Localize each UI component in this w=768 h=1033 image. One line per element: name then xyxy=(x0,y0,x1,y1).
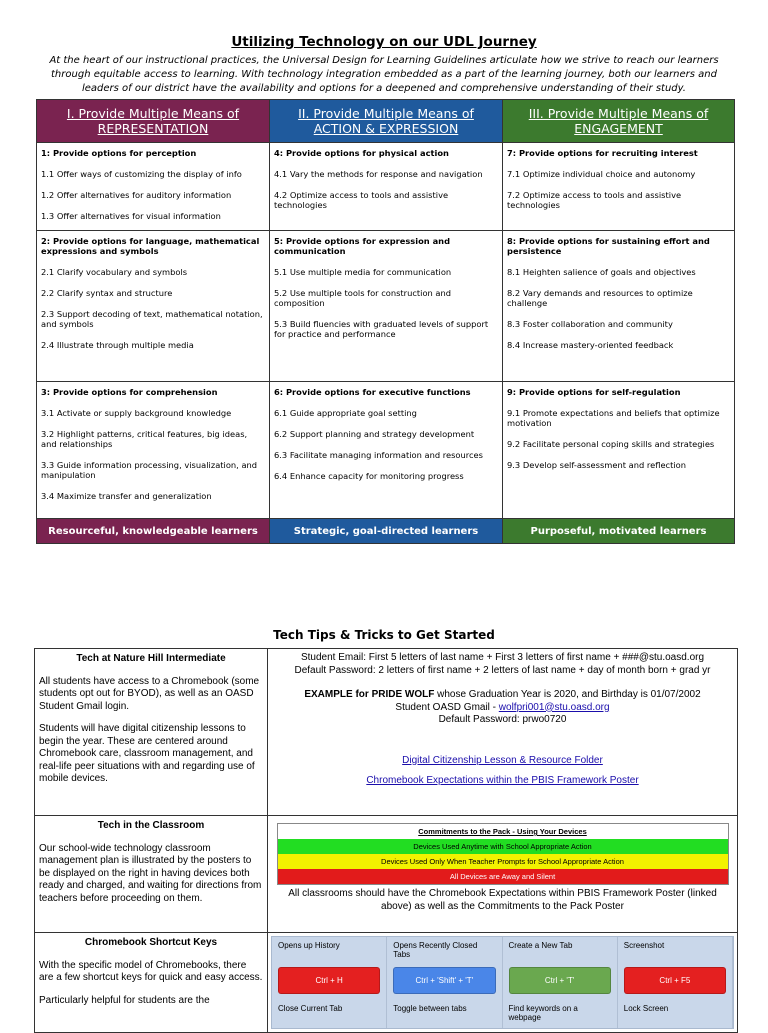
guideline-5-cell xyxy=(270,231,502,354)
page-title: Utilizing Technology on our UDL Journey xyxy=(231,34,537,50)
shortcut-grid xyxy=(271,936,734,1029)
shortcuts-cell xyxy=(35,933,268,1033)
checkpoint: 3.2 Highlight patterns, critical features, big ideas, and relationships xyxy=(41,429,248,449)
checkpoint: 4.1 Vary the methods for response and navigation xyxy=(274,169,483,179)
shortcut-key-new-tab: Ctrl + 'T' xyxy=(509,967,611,994)
shortcut-key-reopen-tabs: Ctrl + 'Shift' + 'T' xyxy=(393,967,495,994)
shortcuts-helpful-text: Particularly helpful for students are the xyxy=(39,994,210,1006)
shortcut-label: Screenshot xyxy=(618,937,733,965)
guideline-9-cell xyxy=(503,382,734,485)
classroom-management-text: Our school-wide technology classroom management plan is illustrated by the posters to be displayed on the right in having devices both ready and charged, and waiting for directions from teachers before proceeding on them. xyxy=(39,842,262,904)
classroom-poster-note: All classrooms should have the Chromebook Expectations within PBIS Framework Poster (linked above) as well as the Commitments to the Pack Poster xyxy=(288,888,717,912)
shortcut-label: Find keywords on a webpage xyxy=(503,1000,618,1028)
guideline-2-cell xyxy=(37,231,269,365)
tech-tips-table xyxy=(34,648,738,1033)
email-format-line: Student Email: First 5 letters of last name + First 3 letters of first name + ###@stu.oasd.org xyxy=(300,652,705,663)
guideline-title: 1: Provide options for perception xyxy=(41,148,197,158)
checkpoint: 1.3 Offer alternatives for visual information xyxy=(41,211,221,221)
header-engagement: III. Provide Multiple Means of ENGAGEMENT xyxy=(503,100,735,143)
commitments-poster xyxy=(277,823,729,885)
guideline-4-cell xyxy=(270,143,502,225)
checkpoint: 4.2 Optimize access to tools and assistive technologies xyxy=(274,190,449,210)
shortcut-label: Toggle between tabs xyxy=(387,1000,502,1028)
shortcut-grid-cell xyxy=(268,933,738,1033)
guideline-title: 7: Provide options for recruiting interest xyxy=(507,148,698,158)
checkpoint: 3.3 Guide information processing, visualization, and manipulation xyxy=(41,460,258,480)
checkpoint: 1.2 Offer alternatives for auditory information xyxy=(41,190,232,200)
checkpoint: 9.1 Promote expectations and beliefs that optimize motivation xyxy=(507,408,720,428)
header-action-expression: II. Provide Multiple Means of ACTION & EXPRESSION xyxy=(270,100,503,143)
commitment-yellow: Devices Used Only When Teacher Prompts for School Appropriate Action xyxy=(278,854,728,869)
shortcut-key-history: Ctrl + H xyxy=(278,967,380,994)
commitments-title: Commitments to the Pack - Using Your Devices xyxy=(278,824,728,839)
guideline-title: 4: Provide options for physical action xyxy=(274,148,449,158)
example-line: EXAMPLE for PRIDE WOLF whose Graduation Year is 2020, and Birthday is 01/07/2002 xyxy=(304,689,701,700)
digital-citizenship-text: Students will have digital citizenship lessons to begin the year. These are centered around Chromebook care, classroom management, and real-life peer situations with and regarding use of mobile devices. xyxy=(39,723,255,784)
checkpoint: 9.3 Develop self-assessment and reflection xyxy=(507,460,686,470)
shortcut-label: Create a New Tab xyxy=(503,937,618,965)
nature-hill-cell xyxy=(35,649,268,816)
shortcut-label: Opens Recently Closed Tabs xyxy=(387,937,502,965)
chromebook-expectations-poster-link[interactable]: Chromebook Expectations within the PBIS Framework Poster xyxy=(366,775,639,786)
password-format-line: Default Password: 2 letters of first name + 2 letters of last name + day of month born + grad yr xyxy=(294,664,711,676)
guideline-6-cell xyxy=(270,382,502,496)
shortcut-label: Lock Screen xyxy=(618,1000,733,1028)
checkpoint: 6.3 Facilitate managing information and resources xyxy=(274,450,483,460)
classroom-heading: Tech in the Classroom xyxy=(97,820,205,831)
checkpoint: 3.1 Activate or supply background knowledge xyxy=(41,408,232,418)
guideline-7-cell xyxy=(503,143,734,225)
guideline-title: 6: Provide options for executive functions xyxy=(274,387,471,397)
example-gmail-link[interactable]: wolfpri001@stu.oasd.org xyxy=(498,701,610,713)
checkpoint: 7.2 Optimize access to tools and assistive technologies xyxy=(507,190,682,210)
checkpoint: 2.4 Illustrate through multiple media xyxy=(41,340,194,350)
guideline-8-cell xyxy=(503,231,734,365)
footer-strategic: Strategic, goal-directed learners xyxy=(270,519,503,544)
guideline-1-cell xyxy=(37,143,269,225)
checkpoint: 1.1 Offer ways of customizing the display of info xyxy=(41,169,242,179)
shortcut-key-screenshot: Ctrl + F5 xyxy=(624,967,726,994)
guideline-title: 5: Provide options for expression and communication xyxy=(274,236,451,256)
guideline-title: 8: Provide options for sustaining effort and persistence xyxy=(507,236,710,256)
guideline-title: 9: Provide options for self-regulation xyxy=(507,387,681,397)
chromebook-access-text: All students have access to a Chromebook (some students opt out for BYOD), as well as an OASD Student Gmail login. xyxy=(39,675,260,712)
checkpoint: 9.2 Facilitate personal coping skills and strategies xyxy=(507,439,715,449)
classroom-cell xyxy=(35,816,268,933)
footer-resourceful: Resourceful, knowledgeable learners xyxy=(37,519,270,544)
commitment-red: All Devices are Away and Silent xyxy=(278,869,728,884)
checkpoint: 8.1 Heighten salience of goals and objectives xyxy=(507,267,696,277)
header-representation: I. Provide Multiple Means of REPRESENTATION xyxy=(37,100,270,143)
checkpoint: 3.4 Maximize transfer and generalization xyxy=(41,491,212,501)
checkpoint: 2.2 Clarify syntax and structure xyxy=(41,288,173,298)
checkpoint: 2.1 Clarify vocabulary and symbols xyxy=(41,267,188,277)
checkpoint: 7.1 Optimize individual choice and autonomy xyxy=(507,169,696,179)
checkpoint: 5.2 Use multiple tools for construction and composition xyxy=(274,288,452,308)
commitments-cell xyxy=(268,816,738,933)
shortcuts-heading: Chromebook Shortcut Keys xyxy=(84,937,218,948)
example-password-line: Default Password: prwo0720 xyxy=(438,714,567,725)
shortcut-label: Close Current Tab xyxy=(272,1000,387,1028)
checkpoint: 6.2 Support planning and strategy development xyxy=(274,429,475,439)
shortcut-label: Opens up History xyxy=(272,937,387,965)
intro-paragraph: At the heart of our instructional practices, the Universal Design for Learning Guidelines articulate how we strive to reach our learners through equitable access to learning. With technology integration embedded as a part of the learning journey, both our learners and leaders of our district have the availability and options for a deepened and comprehensive understanding of their study. xyxy=(49,55,719,94)
checkpoint: 8.2 Vary demands and resources to optimize challenge xyxy=(507,288,693,308)
checkpoint: 6.4 Enhance capacity for monitoring progress xyxy=(274,471,464,481)
udl-guidelines-table xyxy=(36,99,735,544)
checkpoint: 8.3 Foster collaboration and community xyxy=(507,319,673,329)
checkpoint: 8.4 Increase mastery-oriented feedback xyxy=(507,340,674,350)
guideline-title: 2: Provide options for language, mathematical expressions and symbols xyxy=(41,236,260,256)
nature-hill-heading: Tech at Nature Hill Intermediate xyxy=(76,653,226,664)
checkpoint: 5.1 Use multiple media for communication xyxy=(274,267,452,277)
guideline-title: 3: Provide options for comprehension xyxy=(41,387,218,397)
checkpoint: 5.3 Build fluencies with graduated levels of support for practice and performance xyxy=(274,319,489,339)
digital-citizenship-folder-link[interactable]: Digital Citizenship Lesson & Resource Folder xyxy=(402,754,603,766)
shortcuts-intro-text: With the specific model of Chromebooks, there are a few shortcut keys for quick and easy access. xyxy=(39,959,263,983)
commitment-green: Devices Used Anytime with School Appropriate Action xyxy=(278,839,728,854)
checkpoint: 6.1 Guide appropriate goal setting xyxy=(274,408,417,418)
example-gmail-line: Student OASD Gmail - wolfpri001@stu.oasd.org xyxy=(395,701,610,713)
checkpoint: 2.3 Support decoding of text, mathematical notation, and symbols xyxy=(41,309,263,329)
tech-tips-title: Tech Tips & Tricks to Get Started xyxy=(273,628,495,642)
guideline-3-cell xyxy=(37,382,269,505)
footer-purposeful: Purposeful, motivated learners xyxy=(503,519,735,544)
login-info-cell xyxy=(268,649,738,816)
